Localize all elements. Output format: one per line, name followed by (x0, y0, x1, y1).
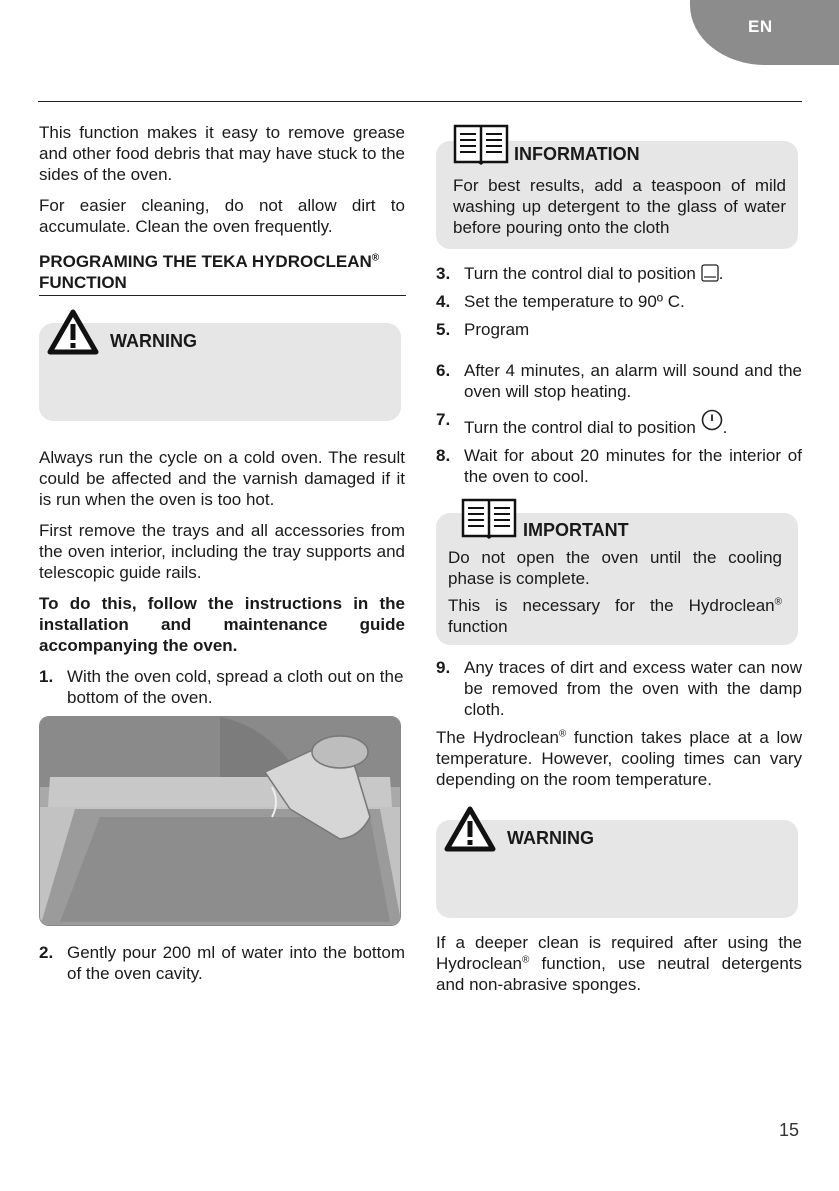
oven-cloth-photo (39, 716, 401, 926)
step-6: 6. After 4 minutes, an alarm will sound and the oven will stop heating. (436, 361, 802, 401)
page-number: 15 (779, 1120, 800, 1140)
information-box (436, 141, 798, 249)
manual-book-icon (461, 498, 517, 540)
section-heading: PROGRAMING THE TEKA HYDROCLEAN® FUNCTION (39, 251, 406, 296)
intro-paragraph-2: For easier cleaning, do not allow dirt to accumulate. Clean the oven frequently. (39, 196, 405, 236)
remove-trays-paragraph: First remove the trays and all accessories from the oven interior, including the tray supports and telescopic guide rails. (39, 521, 405, 582)
important-box (436, 513, 798, 645)
manual-book-icon (453, 124, 509, 166)
left-column (39, 122, 405, 991)
intro-paragraph-1: This function makes it easy to remove grease and other food debris that may have stuck to the sides of the oven. (39, 123, 405, 184)
step-3: 3. Turn the control dial to position . (436, 264, 724, 283)
oven-illustration (40, 717, 401, 926)
right-column (436, 125, 802, 1005)
step-7: 7. Turn the control dial to position . (436, 410, 728, 437)
warning-title: WARNING (110, 331, 197, 351)
right-steps-list-b (436, 360, 802, 487)
left-steps-list (39, 666, 405, 708)
warning-triangle-icon (444, 806, 496, 852)
cold-oven-paragraph: Always run the cycle on a cold oven. The result could be affected and the varnish damaged if it is run when the oven is too hot. (39, 448, 405, 509)
important-body-1: Do not open the oven until the cooling phase is complete. (448, 548, 782, 588)
information-body: For best results, add a teaspoon of mild washing up detergent to the glass of water before pouring onto the cloth (453, 176, 786, 237)
step-4: 4. Set the temperature to 90º C. (436, 292, 685, 311)
important-title: IMPORTANT (523, 520, 629, 540)
hydroclean-position-icon (701, 264, 719, 282)
header-divider (38, 101, 802, 102)
step-8: 8. Wait for about 20 minutes for the interior of the oven to cool. (436, 446, 802, 486)
step-5: 5. Program (436, 320, 530, 339)
off-position-icon (701, 409, 723, 431)
hydroclean-paragraph: The Hydroclean® function takes place at a low temperature. However, cooling times can vary depending on the room temperature. (436, 728, 802, 789)
warning-title-2: WARNING (507, 828, 594, 848)
language-tab (690, 0, 839, 65)
instructions-note: To do this, follow the instructions in the installation and maintenance guide accompanying the oven. (39, 594, 405, 655)
right-steps-list-a (436, 263, 802, 340)
warning-box-2 (436, 820, 798, 918)
step-9: 9. Any traces of dirt and excess water can now be removed from the oven with the damp cloth. (436, 658, 802, 719)
warning-box (39, 323, 401, 421)
language-label: EN (748, 17, 773, 36)
warning-triangle-icon (47, 309, 99, 355)
step-1: 1. With the oven cold, spread a cloth out on the bottom of the oven. (39, 667, 404, 707)
left-steps-list-2 (39, 942, 405, 984)
information-title: INFORMATION (514, 144, 640, 164)
important-body-2: This is necessary for the Hydroclean® function (448, 596, 782, 636)
right-steps-list-c (436, 657, 802, 720)
step-2: 2. Gently pour 200 ml of water into the bottom of the oven cavity. (39, 943, 405, 983)
deeper-clean-paragraph: If a deeper clean is required after using the Hydroclean® function, use neutral detergents and non-abrasive sponges. (436, 933, 802, 994)
